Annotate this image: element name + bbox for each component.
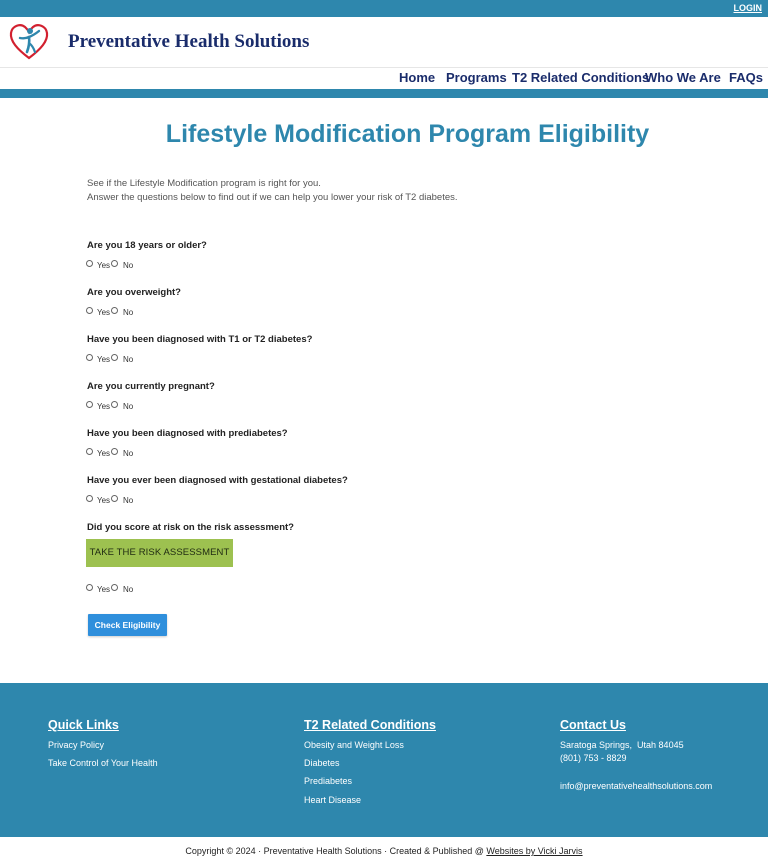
radio-yes-label: Yes xyxy=(97,308,111,317)
question-prediabetes: Have you been diagnosed with prediabetes? xyxy=(87,428,288,439)
radio-no[interactable] xyxy=(111,584,118,591)
radio-yes[interactable] xyxy=(86,401,93,408)
question-risk-assessment: Did you score at risk on the risk assessment? xyxy=(87,522,294,533)
radio-no-label: No xyxy=(123,308,134,317)
radio-no[interactable] xyxy=(111,307,118,314)
radio-no-label: No xyxy=(123,355,134,364)
intro-line-2: Answer the questions below to find out if we can help you lower your risk of T2 diabetes. xyxy=(87,192,458,203)
nav-faqs[interactable]: FAQs xyxy=(729,70,763,85)
nav-who-we-are[interactable]: Who We Are xyxy=(645,70,721,85)
nav-band xyxy=(0,89,768,98)
question-overweight: Are you overweight? xyxy=(87,287,181,298)
site-header xyxy=(0,17,768,68)
radio-no-label: No xyxy=(123,496,134,505)
footer-link-prediabetes[interactable]: Prediabetes xyxy=(304,776,353,786)
question-diabetes: Have you been diagnosed with T1 or T2 diabetes? xyxy=(87,334,313,345)
footer-conditions-title[interactable]: T2 Related Conditions xyxy=(304,718,436,732)
top-bar xyxy=(0,0,768,17)
question-gestational-diabetes: Have you ever been diagnosed with gestational diabetes? xyxy=(87,475,348,486)
intro-line-1: See if the Lifestyle Modification program is right for you. xyxy=(87,178,321,189)
radio-yes[interactable] xyxy=(86,448,93,455)
radio-yes[interactable] xyxy=(86,495,93,502)
radio-yes-label: Yes xyxy=(97,261,111,270)
radio-yes[interactable] xyxy=(86,307,93,314)
radio-no-label: No xyxy=(123,449,134,458)
radio-yes-label: Yes xyxy=(97,496,111,505)
radio-no[interactable] xyxy=(111,495,118,502)
heart-figure-logo-icon[interactable] xyxy=(8,21,50,63)
page-title: Lifestyle Modification Program Eligibility xyxy=(165,120,650,148)
nav-home[interactable]: Home xyxy=(399,70,436,85)
radio-no-label: No xyxy=(123,261,134,270)
radio-yes[interactable] xyxy=(86,354,93,361)
site-title[interactable]: Preventative Health Solutions xyxy=(68,31,310,52)
footer-link-privacy-policy[interactable]: Privacy Policy xyxy=(48,740,105,750)
radio-no-label: No xyxy=(123,402,134,411)
radio-yes[interactable] xyxy=(86,260,93,267)
question-pregnant: Are you currently pregnant? xyxy=(87,381,215,392)
radio-yes-label: Yes xyxy=(97,449,111,458)
footer-phone[interactable]: (801) 753 - 8829 xyxy=(560,753,627,763)
radio-yes[interactable] xyxy=(86,584,93,591)
footer-link-heart-disease[interactable]: Heart Disease xyxy=(304,795,362,805)
footer-address: Saratoga Springs, Utah 84045 xyxy=(560,740,684,750)
radio-no-label: No xyxy=(123,585,134,594)
footer-link-diabetes[interactable]: Diabetes xyxy=(304,758,340,768)
footer-contact-title[interactable]: Contact Us xyxy=(560,718,626,732)
main-nav xyxy=(0,68,768,88)
radio-no[interactable] xyxy=(111,401,118,408)
footer-email[interactable]: info@preventativehealthsolutions.com xyxy=(560,781,713,791)
radio-no[interactable] xyxy=(111,448,118,455)
footer-link-take-control[interactable]: Take Control of Your Health xyxy=(48,758,158,768)
credit-link[interactable]: Websites by Vicki Jarvis xyxy=(486,846,583,856)
take-risk-assessment-button[interactable]: TAKE THE RISK ASSESSMENT xyxy=(86,539,233,567)
footer-link-obesity[interactable]: Obesity and Weight Loss xyxy=(304,740,404,750)
footer-quick-links-title[interactable]: Quick Links xyxy=(48,718,119,732)
radio-yes-label: Yes xyxy=(97,355,111,364)
question-age: Are you 18 years or older? xyxy=(87,240,207,251)
site-footer xyxy=(0,683,768,837)
check-eligibility-button[interactable]: Check Eligibility xyxy=(88,614,167,636)
nav-programs[interactable]: Programs xyxy=(446,70,507,85)
copyright-text: Copyright © 2024 · Preventative Health Solutions · Created & Published @ xyxy=(185,846,487,856)
radio-no[interactable] xyxy=(111,354,118,361)
radio-yes-label: Yes xyxy=(97,585,111,594)
radio-yes-label: Yes xyxy=(97,402,111,411)
radio-no[interactable] xyxy=(111,260,118,267)
nav-t2-related-conditions[interactable]: T2 Related Conditions xyxy=(512,70,650,85)
copyright-bar xyxy=(0,846,768,856)
login-link[interactable]: LOGIN xyxy=(733,3,762,13)
